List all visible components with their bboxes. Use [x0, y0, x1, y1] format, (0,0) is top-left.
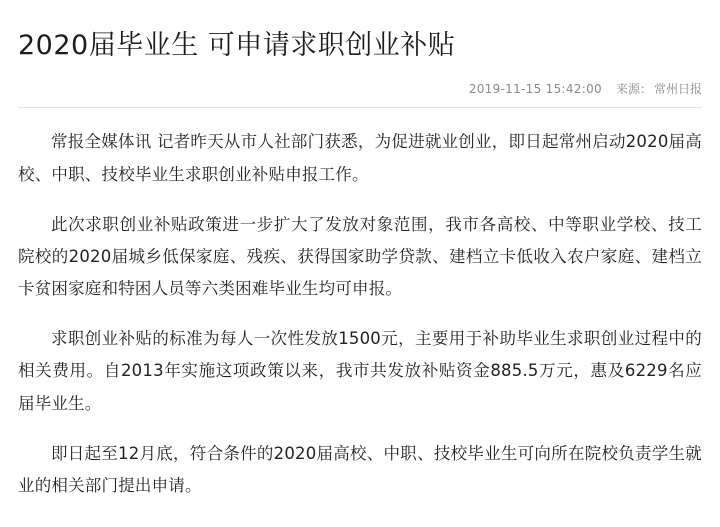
article-paragraph: 求职创业补贴的标准为每人一次性发放1500元，主要用于补助毕业生求职创业过程中的相关费用。自2013年实施这项政策以来，我市共发放补贴资金885.5万元，惠及6229名应届毕业生。 [18, 329, 702, 413]
page-title: 2020届毕业生 可申请求职创业补贴 [18, 30, 456, 61]
header-divider [18, 107, 702, 108]
source-name: 常州日报 [653, 82, 702, 97]
article-paragraph: 即日起至12月底，符合条件的2020届高校、中职、技校毕业生可向所在院校负责学生就业的相关部门提出申请。 [18, 443, 702, 495]
publish-datetime: 2019-11-15 15:42:00 [468, 81, 602, 96]
article-paragraph: 此次求职创业补贴政策进一步扩大了发放对象范围，我市各高校、中等职业学校、技工院校的2020届城乡低保家庭、残疾、获得国家助学贷款、建档立卡低收入农户家庭、建档立卡贫困家庭和特困人员等六类困难毕业生均可申报。 [18, 214, 702, 299]
article-meta [18, 80, 702, 107]
source-label: 来源： [615, 82, 652, 97]
article-paragraph: 常报全媒体讯 记者昨天从市人社部门获悉，为促进就业创业，即日起常州启动2020届高校、中职、技校毕业生求职创业补贴申报工作。 [18, 132, 702, 184]
article-body [18, 126, 702, 502]
